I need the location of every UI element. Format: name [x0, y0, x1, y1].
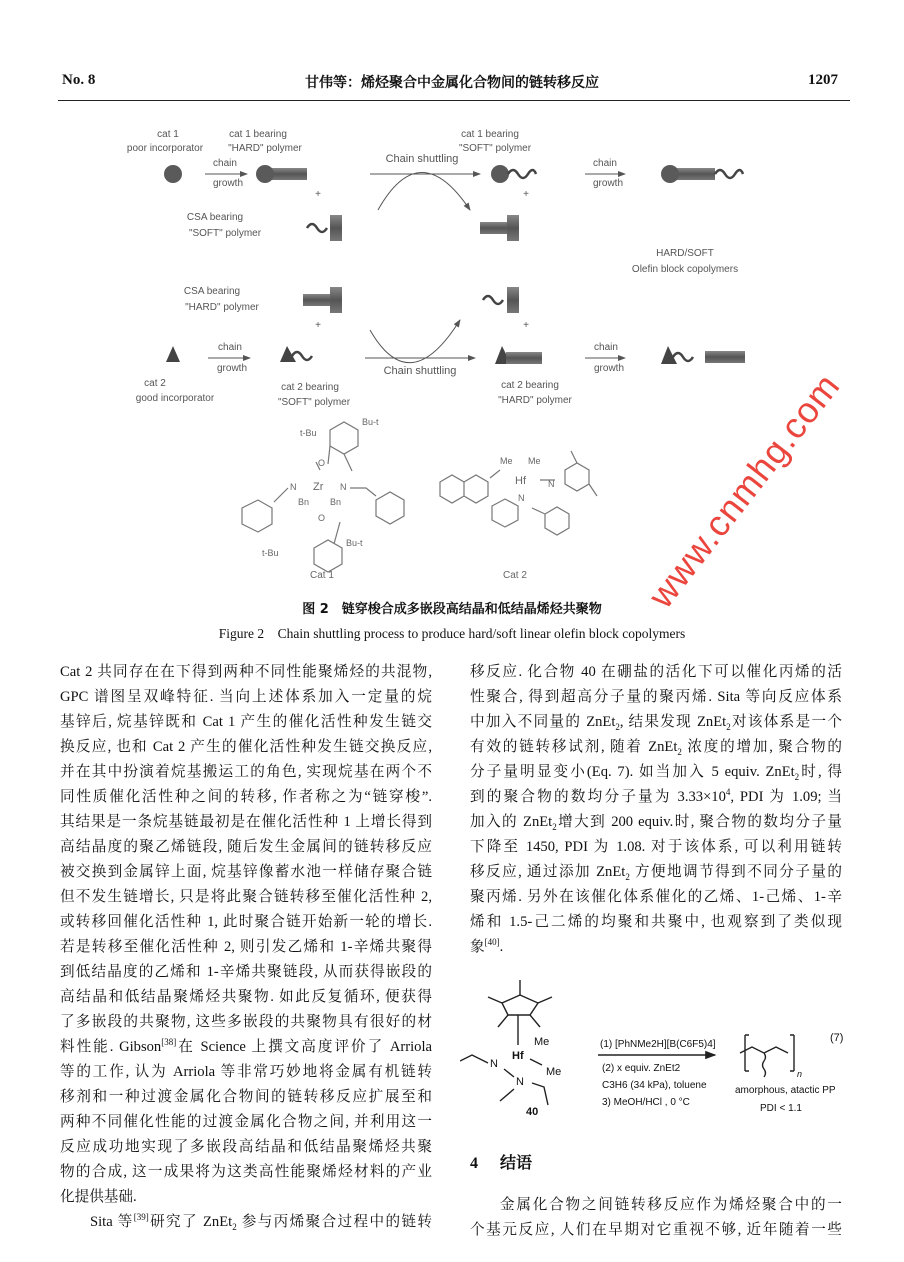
text-line	[470, 1218, 842, 1243]
text-line	[470, 810, 842, 835]
text-segment: Sita 等	[90, 1214, 134, 1230]
text-segment: 性聚合, 得到超高分子量的聚丙烯. Sita 等向反应体系	[470, 689, 842, 705]
text-segment: 浓度的增加, 聚合物的	[681, 739, 842, 755]
n-label: N	[518, 493, 525, 503]
text-segment: 2	[552, 821, 557, 832]
text-segment: 对该体系是一个	[730, 714, 842, 730]
text-line	[470, 885, 842, 910]
n-label: N	[290, 482, 297, 492]
text-segment: 时, 得	[799, 764, 842, 780]
text-segment: 研究了 ZnEt	[148, 1214, 233, 1230]
section-heading	[470, 1150, 532, 1173]
hf-label: Hf	[512, 1050, 524, 1062]
zr-label: Zr	[313, 481, 324, 493]
me-label: Me	[534, 1036, 550, 1048]
chain-shuttling-figure	[0, 0, 904, 600]
section-number: 4	[470, 1155, 478, 1172]
condition-monomer: C3H6 (34 kPa), toluene	[602, 1080, 707, 1091]
cat1-soft-chain	[508, 170, 536, 178]
text-line	[60, 810, 432, 835]
text-line	[470, 785, 842, 810]
text-segment: [40]	[484, 937, 500, 948]
label-cat1-soft-polymer: "SOFT" polymer	[458, 143, 532, 154]
hf-label: Hf	[515, 475, 526, 487]
label-cat2-soft-polymer: "SOFT" polymer	[277, 397, 351, 408]
csa-hard	[507, 215, 519, 241]
text-segment: 加入的 ZnEt	[470, 814, 553, 830]
shuttle-arc	[370, 320, 460, 363]
label-csa-soft-polymer: "SOFT" polymer	[188, 228, 262, 239]
text-line	[470, 710, 842, 735]
text-line	[60, 1085, 432, 1110]
label-csa-soft: CSA bearing	[186, 212, 244, 223]
text-line	[470, 860, 842, 885]
text-line	[60, 985, 432, 1010]
section-title: 结语	[500, 1155, 533, 1172]
text-segment: 若是转移至催化活性种 2, 则引发乙烯和 1-辛烯共聚得	[60, 939, 432, 955]
figure-caption-cn: 图 2 链穿梭合成多嵌段高结晶和低结晶烯烃共聚物	[302, 602, 602, 617]
text-segment: [38]	[161, 1037, 177, 1048]
cat1-name: Cat 1	[310, 570, 334, 581]
text-line	[60, 885, 432, 910]
me-label: Me	[528, 456, 541, 466]
text-segment: 同性质催化活性种之间的转移, 作者称之为“链穿梭”.	[60, 789, 432, 805]
text-segment: 有效的链转移试剂, 随着 ZnEt	[470, 739, 678, 755]
plus: +	[523, 189, 529, 200]
label-csa-hard: CSA bearing	[183, 286, 241, 297]
text-segment: 高结晶度的聚乙烯链段, 随后发生金属间的链转移反应	[60, 839, 432, 855]
tbu-label: Bu-t	[362, 417, 379, 427]
text-segment: 移剂和一种过渡金属化合物间的链转移反应扩展至和	[60, 1089, 432, 1105]
label-cat2: cat 2	[144, 378, 166, 389]
text-segment: 2	[677, 746, 682, 757]
text-line	[60, 660, 432, 685]
cat2-triangle	[166, 346, 180, 362]
text-segment: [39]	[133, 1212, 149, 1223]
n-label: N	[490, 1058, 498, 1070]
text-segment: 聚丙烯. 另外在该催化体系催化的乙烯、1-己烯、1-辛	[470, 889, 842, 905]
label-growth: growth	[216, 363, 248, 374]
text-segment: 被交换到金属锌上面, 烷基锌像蓄水池一样储存聚合链	[60, 864, 432, 880]
text-line	[470, 835, 842, 860]
text-segment: 了多嵌段的共聚物, 这些多嵌段的共聚物具有很好的材	[60, 1014, 432, 1030]
label-growth: growth	[592, 178, 624, 189]
text-segment: 等的工作, 认为 Arriola 等非常巧妙地将金属有机链转	[60, 1064, 432, 1080]
tbu-label: t-Bu	[262, 548, 279, 558]
text-segment: 分子量明显变小(Eq. 7). 如当加入 5 equiv. ZnEt	[470, 764, 795, 780]
repeat-n: n	[797, 1069, 803, 1079]
label-chain: chain	[594, 342, 618, 353]
text-segment: 物的合成, 这一成果将为这类高性能聚烯烃材料的产业	[60, 1164, 432, 1180]
text-segment: 或转移回催化活性种 1, 此时聚合链开始新一轮的增长.	[60, 914, 432, 930]
plus: +	[315, 189, 321, 200]
text-line	[60, 685, 432, 710]
text-segment: 2	[794, 771, 800, 782]
condition-step3: 3) MeOH/HCl , 0 °C	[602, 1097, 690, 1108]
text-segment: 两种不同催化性能的过渡金属化合物之间, 并利用这一	[60, 1114, 432, 1130]
text-segment: 增大到 200 equiv.时, 聚合物的数均分子量	[556, 814, 842, 830]
label-chain: chain	[593, 158, 617, 169]
text-segment: 2	[726, 721, 731, 732]
condition-step2: (2) x equiv. ZnEt2	[602, 1063, 681, 1074]
text-line	[60, 1160, 432, 1185]
label-poor-incorporator: poor incorporator	[126, 143, 204, 154]
text-line	[60, 1185, 432, 1210]
label-good-incorporator: good incorporator	[135, 393, 215, 404]
text-line	[60, 935, 432, 960]
label-cat1-hard: cat 1 bearing	[229, 129, 287, 140]
text-line	[470, 685, 842, 710]
conclusion-paragraph	[470, 1193, 842, 1243]
cat1-ball	[164, 165, 182, 183]
text-segment: GPC 谱图呈双峰特征. 当向上述体系加入一定量的烷	[60, 689, 432, 705]
text-line	[60, 1110, 432, 1135]
text-line	[60, 1010, 432, 1035]
label-hard-soft: HARD/SOFT	[656, 248, 714, 259]
label-growth: growth	[593, 363, 625, 374]
label-chain: chain	[218, 342, 242, 353]
o-label: O	[318, 513, 326, 523]
text-line	[470, 660, 842, 685]
csa-hard-2	[330, 287, 342, 313]
text-segment: 化提供基础.	[60, 1189, 137, 1205]
text-line	[470, 910, 842, 935]
text-line	[470, 1193, 842, 1218]
text-segment: 换反应, 也和 Cat 2 产生的催化活性种发生链交换反应,	[60, 739, 432, 755]
left-column	[60, 660, 432, 1235]
text-segment: 个基元反应, 人们在早期对它重视不够, 近年随着一些	[470, 1222, 842, 1238]
text-segment: 中加入不同量的 ZnEt	[470, 714, 616, 730]
text-segment: , 结果发现 ZnEt	[619, 714, 727, 730]
text-segment: 到的聚合物的数均分子量为 3.33×10	[470, 789, 726, 805]
watermark: www.cnmhg.com	[640, 365, 848, 616]
condition-step1: (1) [PhNMe2H][B(C6F5)4]	[600, 1039, 716, 1050]
right-column	[470, 660, 842, 960]
csa-soft	[330, 215, 342, 241]
bn-label: Bn	[298, 497, 310, 507]
label-growth: growth	[212, 178, 244, 189]
csa-soft-2	[507, 287, 519, 313]
text-segment: 2	[615, 721, 620, 732]
o-label: O	[318, 458, 326, 468]
bn-label: Bn	[330, 497, 342, 507]
text-segment: 在 Science 上撰文高度评价了 Arriola	[176, 1039, 432, 1055]
text-segment: , PDI 为 1.09; 当	[730, 789, 843, 805]
me-label: Me	[500, 456, 513, 466]
n-label: N	[548, 479, 555, 489]
compound-number: 40	[526, 1106, 539, 1118]
text-line	[60, 760, 432, 785]
cat2-name: Cat 2	[503, 570, 527, 581]
text-segment: 到低结晶度的乙烯和 1-辛烯共聚链段, 从而获得嵌段的	[60, 964, 432, 980]
label-chain-shuttling: Chain shuttling	[383, 365, 457, 377]
block-copolymer-2	[705, 351, 745, 363]
text-segment: 2	[625, 871, 630, 882]
text-line	[60, 1135, 432, 1160]
issue-number: No. 8	[62, 72, 96, 88]
label-chain-shuttling: Chain shuttling	[385, 153, 459, 165]
label-olefin-block-copolymers: Olefin block copolymers	[631, 264, 739, 275]
text-line	[60, 710, 432, 735]
text-segment: 其结果是一条烷基链最初是在催化活性种 1 上增长得到	[60, 814, 432, 830]
text-line	[60, 785, 432, 810]
text-segment: 移反应, 通过添加 ZnEt	[470, 864, 626, 880]
text-segment: Cat 2 共同存在在下得到两种不同性能聚烯烃的共混物,	[60, 664, 432, 680]
text-segment: 参与丙烯聚合过程中的链转	[236, 1214, 432, 1230]
text-segment: .	[499, 939, 504, 955]
plus: +	[523, 320, 529, 331]
equation-7-scheme	[460, 975, 880, 1120]
figure-caption-en: Figure 2 Chain shuttling process to produce hard/soft linear olefin block copolymers	[218, 626, 686, 641]
label-chain: chain	[213, 158, 237, 169]
text-segment: 下降至 1450, PDI 为 1.08. 对于该体系, 可以利用链转	[470, 839, 842, 855]
text-line	[60, 1035, 432, 1060]
running-title: 甘伟等：烯烃聚合中金属化合物间的链转移反应	[305, 75, 599, 91]
text-line	[470, 760, 842, 785]
text-segment: 但不发生链增长, 只是将此聚合链转移至催化活性种 2,	[60, 889, 432, 905]
cat1-hard-ball	[256, 165, 274, 183]
text-line	[60, 910, 432, 935]
text-segment: 金属化合物之间链转移反应作为烯烃聚合中的一	[500, 1197, 842, 1213]
text-line	[60, 735, 432, 760]
label-cat2-hard-polymer: "HARD" polymer	[498, 395, 572, 406]
label-cat1-soft: cat 1 bearing	[461, 129, 519, 140]
me-label: Me	[546, 1066, 562, 1078]
text-line	[60, 860, 432, 885]
shuttle-arc	[378, 173, 470, 211]
label-cat2-soft: cat 2 bearing	[281, 382, 339, 393]
text-segment: 反应成功地实现了多嵌段高结晶和低结晶聚烯烃共聚	[60, 1139, 432, 1155]
text-line	[60, 1210, 432, 1235]
label-cat2-hard: cat 2 bearing	[501, 380, 559, 391]
cat2-hard-rod	[506, 352, 542, 364]
pdi-label: PDI < 1.1	[760, 1103, 802, 1114]
equation-number: (7)	[830, 1032, 844, 1044]
label-cat1-hard-polymer: "HARD" polymer	[228, 143, 302, 154]
text-line	[60, 1060, 432, 1085]
product-label: amorphous, atactic PP	[735, 1085, 836, 1096]
text-segment: 移反应. 化合物 40 在硼盐的活化下可以催化丙烯的活	[470, 664, 842, 680]
label-csa-hard-polymer: "HARD" polymer	[185, 302, 259, 313]
tbu-label: Bu-t	[346, 538, 363, 548]
text-segment: 基锌后, 烷基锌既和 Cat 1 产生的催化活性种发生链交	[60, 714, 432, 730]
tbu-label: t-Bu	[300, 428, 317, 438]
label-cat1: cat 1	[157, 129, 179, 140]
text-segment: 烯和 1.5-己二烯的均聚和共聚中, 也观察到了类似现	[470, 914, 842, 930]
page-number: 1207	[808, 72, 838, 88]
text-segment: 并在其中扮演着烷基搬运工的角色, 实现烷基在两个不	[60, 764, 432, 780]
text-line	[470, 935, 842, 960]
text-line	[60, 960, 432, 985]
plus: +	[315, 320, 321, 331]
text-line	[470, 735, 842, 760]
text-segment: 2	[232, 1221, 237, 1232]
block-copolymer-1	[715, 170, 743, 178]
n-label: N	[516, 1076, 524, 1088]
text-segment: 方便地调节得到不同分子量的	[629, 864, 842, 880]
text-segment: 象	[470, 939, 485, 955]
cat2-soft-chain	[292, 352, 312, 360]
text-segment: 4	[725, 787, 731, 798]
text-line	[60, 835, 432, 860]
text-segment: 料性能. Gibson	[60, 1039, 162, 1055]
n-label: N	[340, 482, 347, 492]
text-segment: 高结晶和低结晶聚烯烃共聚物. 如此反复循环, 便获得	[60, 989, 432, 1005]
